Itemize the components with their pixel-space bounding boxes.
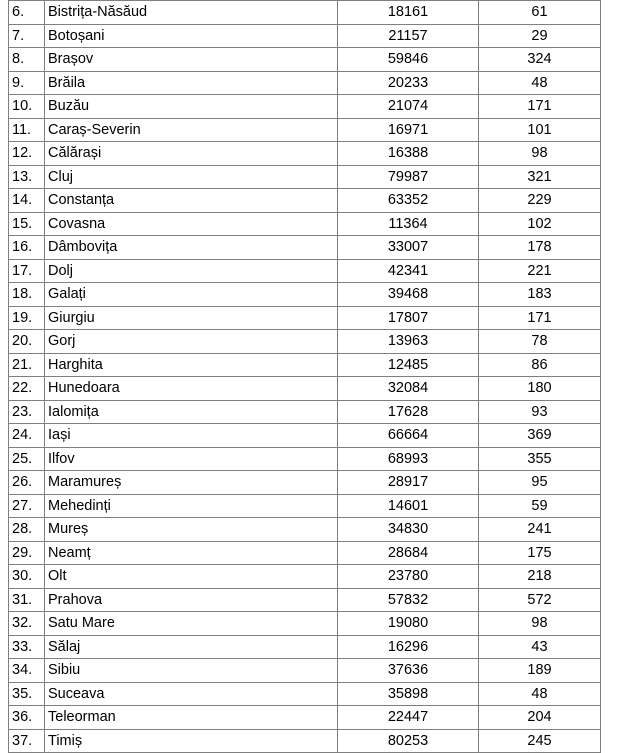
county-name-cell: Ilfov	[45, 447, 338, 471]
value-count-cell: 29	[479, 24, 601, 48]
value-total-cell: 22447	[338, 706, 479, 730]
table-row	[9, 518, 601, 542]
value-total-cell: 21157	[338, 24, 479, 48]
value-total-cell: 57832	[338, 588, 479, 612]
value-count-cell: 61	[479, 1, 601, 25]
table-row	[9, 588, 601, 612]
row-index-cell: 34.	[9, 659, 45, 683]
table-row	[9, 283, 601, 307]
value-count-cell: 572	[479, 588, 601, 612]
row-index-cell: 24.	[9, 424, 45, 448]
county-name-cell: Covasna	[45, 212, 338, 236]
county-name-cell: Brăila	[45, 71, 338, 95]
row-index-cell: 29.	[9, 541, 45, 565]
row-index-cell: 11.	[9, 118, 45, 142]
value-total-cell: 66664	[338, 424, 479, 448]
value-total-cell: 20233	[338, 71, 479, 95]
row-index-cell: 17.	[9, 259, 45, 283]
table-row	[9, 212, 601, 236]
value-count-cell: 204	[479, 706, 601, 730]
value-total-cell: 39468	[338, 283, 479, 307]
table-row	[9, 1, 601, 25]
value-count-cell: 180	[479, 377, 601, 401]
county-name-cell: Bistrița-Năsăud	[45, 1, 338, 25]
table-row	[9, 541, 601, 565]
value-count-cell: 229	[479, 189, 601, 213]
value-total-cell: 28917	[338, 471, 479, 495]
county-name-cell: Iași	[45, 424, 338, 448]
row-index-cell: 23.	[9, 400, 45, 424]
county-name-cell: Olt	[45, 565, 338, 589]
value-count-cell: 86	[479, 353, 601, 377]
value-total-cell: 35898	[338, 682, 479, 706]
row-index-cell: 15.	[9, 212, 45, 236]
value-count-cell: 98	[479, 142, 601, 166]
table-row	[9, 682, 601, 706]
county-name-cell: Maramureș	[45, 471, 338, 495]
table-row	[9, 424, 601, 448]
value-total-cell: 14601	[338, 494, 479, 518]
table-row	[9, 306, 601, 330]
county-name-cell: Mureș	[45, 518, 338, 542]
value-count-cell: 93	[479, 400, 601, 424]
row-index-cell: 19.	[9, 306, 45, 330]
value-count-cell: 102	[479, 212, 601, 236]
value-count-cell: 59	[479, 494, 601, 518]
county-name-cell: Satu Mare	[45, 612, 338, 636]
table-row	[9, 189, 601, 213]
row-index-cell: 20.	[9, 330, 45, 354]
county-name-cell: Sălaj	[45, 635, 338, 659]
table-row	[9, 259, 601, 283]
value-total-cell: 16388	[338, 142, 479, 166]
row-index-cell: 6.	[9, 1, 45, 25]
table-row	[9, 142, 601, 166]
county-name-cell: Neamț	[45, 541, 338, 565]
table-row	[9, 377, 601, 401]
county-name-cell: Brașov	[45, 48, 338, 72]
row-index-cell: 8.	[9, 48, 45, 72]
value-total-cell: 11364	[338, 212, 479, 236]
value-count-cell: 221	[479, 259, 601, 283]
value-count-cell: 324	[479, 48, 601, 72]
row-index-cell: 9.	[9, 71, 45, 95]
table-row	[9, 71, 601, 95]
value-total-cell: 34830	[338, 518, 479, 542]
value-total-cell: 37636	[338, 659, 479, 683]
county-name-cell: Suceava	[45, 682, 338, 706]
county-name-cell: Gorj	[45, 330, 338, 354]
table-row	[9, 471, 601, 495]
value-count-cell: 175	[479, 541, 601, 565]
row-index-cell: 32.	[9, 612, 45, 636]
table-row	[9, 447, 601, 471]
value-total-cell: 42341	[338, 259, 479, 283]
value-total-cell: 59846	[338, 48, 479, 72]
row-index-cell: 22.	[9, 377, 45, 401]
row-index-cell: 21.	[9, 353, 45, 377]
value-total-cell: 79987	[338, 165, 479, 189]
table-row	[9, 400, 601, 424]
table-row	[9, 565, 601, 589]
table-row	[9, 635, 601, 659]
row-index-cell: 37.	[9, 729, 45, 753]
value-count-cell: 101	[479, 118, 601, 142]
value-total-cell: 28684	[338, 541, 479, 565]
row-index-cell: 12.	[9, 142, 45, 166]
row-index-cell: 35.	[9, 682, 45, 706]
value-total-cell: 17628	[338, 400, 479, 424]
value-count-cell: 78	[479, 330, 601, 354]
value-total-cell: 80253	[338, 729, 479, 753]
value-count-cell: 183	[479, 283, 601, 307]
county-name-cell: Dâmbovița	[45, 236, 338, 260]
row-index-cell: 30.	[9, 565, 45, 589]
row-index-cell: 14.	[9, 189, 45, 213]
county-name-cell: Hunedoara	[45, 377, 338, 401]
value-total-cell: 16971	[338, 118, 479, 142]
value-total-cell: 12485	[338, 353, 479, 377]
value-total-cell: 32084	[338, 377, 479, 401]
value-count-cell: 245	[479, 729, 601, 753]
value-total-cell: 17807	[338, 306, 479, 330]
county-name-cell: Ialomița	[45, 400, 338, 424]
value-count-cell: 218	[479, 565, 601, 589]
county-name-cell: Teleorman	[45, 706, 338, 730]
row-index-cell: 33.	[9, 635, 45, 659]
county-name-cell: Giurgiu	[45, 306, 338, 330]
table-row	[9, 706, 601, 730]
value-count-cell: 171	[479, 95, 601, 119]
value-count-cell: 241	[479, 518, 601, 542]
table-row	[9, 729, 601, 753]
value-total-cell: 19080	[338, 612, 479, 636]
table-row	[9, 236, 601, 260]
value-total-cell: 16296	[338, 635, 479, 659]
row-index-cell: 36.	[9, 706, 45, 730]
value-count-cell: 48	[479, 71, 601, 95]
county-name-cell: Cluj	[45, 165, 338, 189]
value-count-cell: 95	[479, 471, 601, 495]
table-row	[9, 612, 601, 636]
row-index-cell: 27.	[9, 494, 45, 518]
value-total-cell: 18161	[338, 1, 479, 25]
county-name-cell: Sibiu	[45, 659, 338, 683]
table-row	[9, 659, 601, 683]
row-index-cell: 13.	[9, 165, 45, 189]
county-name-cell: Botoșani	[45, 24, 338, 48]
value-total-cell: 23780	[338, 565, 479, 589]
county-name-cell: Dolj	[45, 259, 338, 283]
counties-data-table	[8, 0, 601, 753]
county-name-cell: Caraș-Severin	[45, 118, 338, 142]
table-row	[9, 494, 601, 518]
value-count-cell: 321	[479, 165, 601, 189]
value-total-cell: 68993	[338, 447, 479, 471]
county-name-cell: Prahova	[45, 588, 338, 612]
county-name-cell: Mehedinți	[45, 494, 338, 518]
county-name-cell: Călărași	[45, 142, 338, 166]
table-row	[9, 24, 601, 48]
table-row	[9, 118, 601, 142]
row-index-cell: 28.	[9, 518, 45, 542]
table-body	[9, 1, 601, 753]
value-count-cell: 48	[479, 682, 601, 706]
value-count-cell: 355	[479, 447, 601, 471]
county-name-cell: Harghita	[45, 353, 338, 377]
value-total-cell: 13963	[338, 330, 479, 354]
row-index-cell: 7.	[9, 24, 45, 48]
row-index-cell: 16.	[9, 236, 45, 260]
row-index-cell: 10.	[9, 95, 45, 119]
value-count-cell: 171	[479, 306, 601, 330]
value-count-cell: 98	[479, 612, 601, 636]
table-row	[9, 330, 601, 354]
row-index-cell: 31.	[9, 588, 45, 612]
value-total-cell: 63352	[338, 189, 479, 213]
table-row	[9, 95, 601, 119]
table-row	[9, 48, 601, 72]
row-index-cell: 18.	[9, 283, 45, 307]
table-row	[9, 165, 601, 189]
value-total-cell: 33007	[338, 236, 479, 260]
county-name-cell: Buzău	[45, 95, 338, 119]
county-name-cell: Timiș	[45, 729, 338, 753]
table-row	[9, 353, 601, 377]
value-count-cell: 189	[479, 659, 601, 683]
county-name-cell: Constanța	[45, 189, 338, 213]
county-name-cell: Galați	[45, 283, 338, 307]
row-index-cell: 25.	[9, 447, 45, 471]
value-count-cell: 369	[479, 424, 601, 448]
value-count-cell: 178	[479, 236, 601, 260]
value-count-cell: 43	[479, 635, 601, 659]
value-total-cell: 21074	[338, 95, 479, 119]
row-index-cell: 26.	[9, 471, 45, 495]
